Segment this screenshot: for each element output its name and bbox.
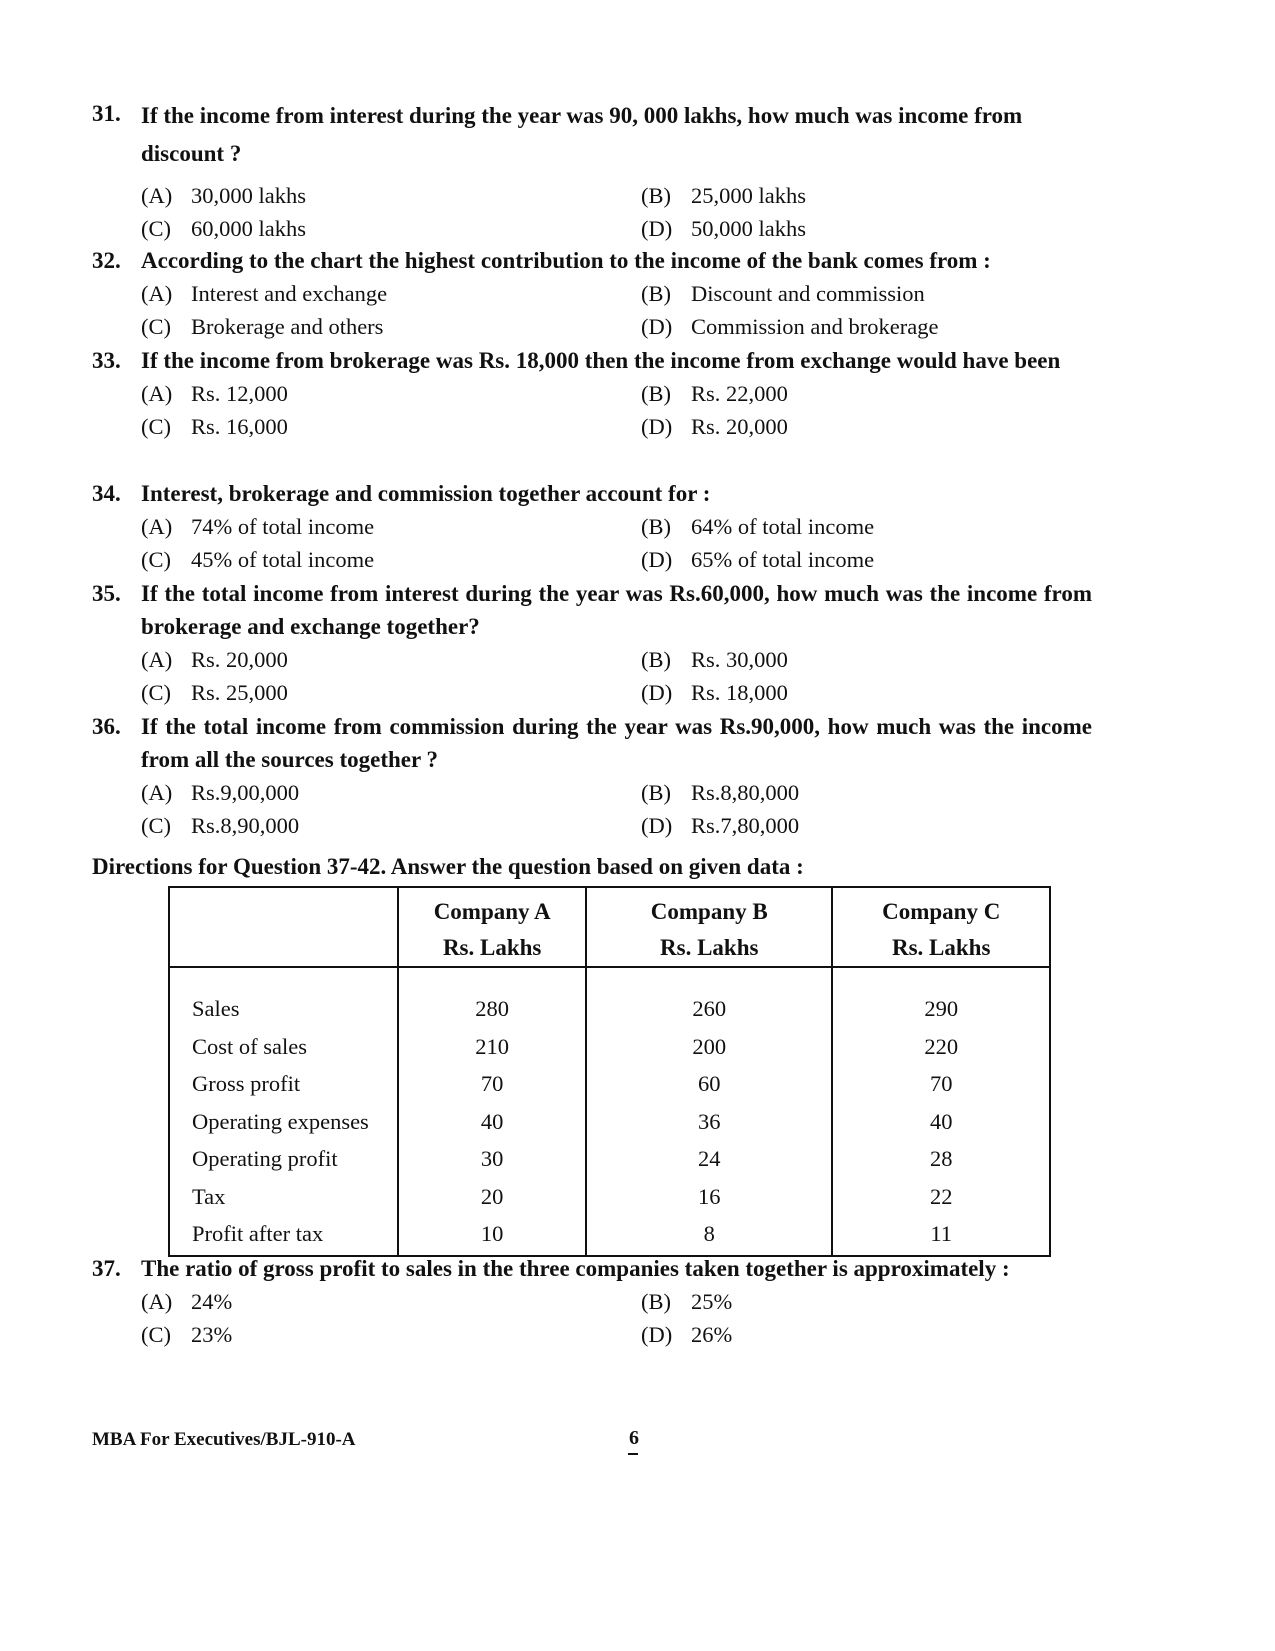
option-label: (C) bbox=[141, 1322, 171, 1347]
question-37 bbox=[92, 1252, 1092, 1351]
option-label: (A) bbox=[141, 780, 173, 805]
option-text: Rs. 25,000 bbox=[191, 680, 288, 705]
question-text: If the total income from commission during the year was Rs.90,000, how much was the income from all the sources together ? bbox=[141, 714, 1092, 772]
option-text: Rs.8,90,000 bbox=[191, 813, 300, 838]
header-company: Company C bbox=[882, 899, 1001, 924]
option-text: Rs.7,80,000 bbox=[691, 813, 800, 838]
header-unit: Rs. Lakhs bbox=[442, 935, 542, 960]
option-label: (B) bbox=[641, 780, 671, 805]
option-a bbox=[141, 1285, 641, 1318]
cell-company-a: 40 bbox=[398, 1103, 586, 1141]
option-a bbox=[141, 510, 641, 543]
footer-exam-code: MBA For Executives/BJL-910-A bbox=[92, 1429, 356, 1450]
company-data-table bbox=[168, 886, 1051, 1257]
option-label: (A) bbox=[141, 281, 173, 306]
option-label: (D) bbox=[641, 813, 673, 838]
option-label: (A) bbox=[141, 647, 173, 672]
cell-company-b: 60 bbox=[586, 1065, 832, 1103]
header-company: Company B bbox=[650, 899, 768, 924]
header-company-a bbox=[398, 887, 586, 967]
cell-company-a: 210 bbox=[398, 1028, 586, 1066]
option-label: (B) bbox=[641, 281, 671, 306]
option-text: 74% of total income bbox=[191, 514, 375, 539]
option-b bbox=[641, 179, 1041, 212]
option-b bbox=[641, 277, 1041, 310]
option-c bbox=[141, 676, 641, 709]
option-text: 25,000 lakhs bbox=[691, 183, 806, 208]
question-text: If the income from brokerage was Rs. 18,000 then the income from exchange would have been bbox=[141, 348, 1061, 373]
option-text: 23% bbox=[191, 1322, 233, 1347]
option-label: (A) bbox=[141, 381, 173, 406]
option-d bbox=[641, 310, 1041, 343]
question-text: Interest, brokerage and commission together account for : bbox=[141, 481, 711, 506]
option-label: (B) bbox=[641, 381, 671, 406]
option-text: Rs. 16,000 bbox=[191, 414, 288, 439]
cell-company-c: 290 bbox=[832, 967, 1050, 1028]
cell-company-b: 8 bbox=[586, 1215, 832, 1256]
question-number: 37. bbox=[92, 1256, 121, 1281]
table-row bbox=[169, 1178, 1050, 1216]
row-label: Operating profit bbox=[192, 1146, 338, 1171]
header-unit: Rs. Lakhs bbox=[660, 935, 759, 960]
row-label: Sales bbox=[192, 996, 240, 1021]
option-a bbox=[141, 377, 641, 410]
option-c bbox=[141, 212, 641, 245]
option-a bbox=[141, 643, 641, 676]
question-number: 32. bbox=[92, 248, 121, 273]
question-number: 34. bbox=[92, 481, 121, 506]
header-company: Company A bbox=[433, 899, 551, 924]
cell-company-c: 70 bbox=[832, 1065, 1050, 1103]
option-label: (C) bbox=[141, 680, 171, 705]
table-row bbox=[169, 1065, 1050, 1103]
cell-company-b: 200 bbox=[586, 1028, 832, 1066]
option-text: 45% of total income bbox=[191, 547, 375, 572]
header-company-b bbox=[586, 887, 832, 967]
option-label: (C) bbox=[141, 813, 171, 838]
table-header-row bbox=[169, 887, 1050, 967]
option-b bbox=[641, 1285, 1041, 1318]
question-33 bbox=[92, 344, 1092, 443]
question-text: If the income from interest during the year was 90, 000 lakhs, how much was income from discount ? bbox=[141, 103, 1023, 166]
option-text: 24% bbox=[191, 1289, 233, 1314]
option-d bbox=[641, 212, 1041, 245]
table-row bbox=[169, 967, 1050, 1028]
option-text: 50,000 lakhs bbox=[691, 216, 806, 241]
header-blank bbox=[169, 887, 398, 967]
option-label: (C) bbox=[141, 216, 171, 241]
option-d bbox=[641, 543, 1041, 576]
cell-company-a: 10 bbox=[398, 1215, 586, 1256]
table-row bbox=[169, 1215, 1050, 1256]
option-d bbox=[641, 410, 1041, 443]
option-text: Rs. 12,000 bbox=[191, 381, 288, 406]
header-company-c bbox=[832, 887, 1050, 967]
table-row bbox=[169, 1028, 1050, 1066]
option-text: Brokerage and others bbox=[191, 314, 384, 339]
question-number: 36. bbox=[92, 714, 121, 739]
cell-company-b: 24 bbox=[586, 1140, 832, 1178]
question-number: 33. bbox=[92, 348, 121, 373]
question-text: According to the chart the highest contribution to the income of the bank comes from : bbox=[141, 248, 991, 273]
option-a bbox=[141, 277, 641, 310]
option-text: Rs.9,00,000 bbox=[191, 780, 300, 805]
option-text: 60,000 lakhs bbox=[191, 216, 306, 241]
option-label: (D) bbox=[641, 314, 673, 339]
option-label: (A) bbox=[141, 183, 173, 208]
option-text: Commission and brokerage bbox=[691, 314, 939, 339]
question-35 bbox=[92, 577, 1092, 709]
option-d bbox=[641, 676, 1041, 709]
question-text: If the total income from interest during the year was Rs.60,000, how much was the income from brokerage and exchange together? bbox=[141, 581, 1092, 639]
cell-company-c: 22 bbox=[832, 1178, 1050, 1216]
table-row bbox=[169, 1103, 1050, 1141]
cell-company-c: 11 bbox=[832, 1215, 1050, 1256]
row-label: Cost of sales bbox=[192, 1033, 307, 1059]
question-36 bbox=[92, 710, 1092, 842]
cell-company-b: 16 bbox=[586, 1178, 832, 1216]
option-label: (A) bbox=[141, 1289, 173, 1314]
option-text: 30,000 lakhs bbox=[191, 183, 306, 208]
row-label: Operating expenses bbox=[192, 1108, 369, 1134]
question-number: 35. bbox=[92, 581, 121, 606]
option-c bbox=[141, 310, 641, 343]
cell-company-c: 40 bbox=[832, 1103, 1050, 1141]
option-b bbox=[641, 510, 1041, 543]
option-a bbox=[141, 776, 641, 809]
row-label: Tax bbox=[192, 1183, 226, 1209]
question-32 bbox=[92, 244, 1092, 343]
option-label: (B) bbox=[641, 647, 671, 672]
question-34 bbox=[92, 477, 1092, 576]
option-text: Rs. 18,000 bbox=[691, 680, 788, 705]
option-text: 25% bbox=[691, 1289, 733, 1314]
option-text: Rs. 22,000 bbox=[691, 381, 788, 406]
cell-company-c: 28 bbox=[832, 1140, 1050, 1178]
cell-company-b: 260 bbox=[586, 967, 832, 1028]
option-c bbox=[141, 1318, 641, 1351]
option-text: 26% bbox=[691, 1322, 733, 1347]
option-label: (D) bbox=[641, 414, 673, 439]
question-31 bbox=[92, 97, 1092, 245]
option-label: (D) bbox=[641, 1322, 673, 1347]
option-c bbox=[141, 543, 641, 576]
option-b bbox=[641, 776, 1041, 809]
option-label: (C) bbox=[141, 314, 171, 339]
option-d bbox=[641, 809, 1041, 842]
cell-company-b: 36 bbox=[586, 1103, 832, 1141]
directions-heading: Directions for Question 37-42. Answer the question based on given data : bbox=[92, 854, 804, 879]
page-number-underline bbox=[628, 1453, 638, 1455]
cell-company-c: 220 bbox=[832, 1028, 1050, 1066]
option-label: (A) bbox=[141, 514, 173, 539]
option-text: Discount and commission bbox=[691, 281, 925, 306]
option-text: Interest and exchange bbox=[191, 281, 388, 306]
option-label: (D) bbox=[641, 547, 673, 572]
option-text: 64% of total income bbox=[691, 514, 875, 539]
header-unit: Rs. Lakhs bbox=[891, 935, 991, 960]
cell-company-a: 20 bbox=[398, 1178, 586, 1216]
cell-company-a: 280 bbox=[398, 967, 586, 1028]
page-number: 6 bbox=[629, 1427, 639, 1449]
table-row bbox=[169, 1140, 1050, 1178]
option-label: (B) bbox=[641, 1289, 671, 1314]
row-label: Gross profit bbox=[192, 1071, 301, 1096]
option-label: (D) bbox=[641, 216, 673, 241]
option-text: Rs.8,80,000 bbox=[691, 780, 800, 805]
option-d bbox=[641, 1318, 1041, 1351]
option-label: (B) bbox=[641, 514, 671, 539]
question-text: The ratio of gross profit to sales in the three companies taken together is approximately : bbox=[141, 1256, 1010, 1281]
option-b bbox=[641, 377, 1041, 410]
option-a bbox=[141, 179, 641, 212]
option-text: Rs. 20,000 bbox=[191, 647, 288, 672]
cell-company-a: 70 bbox=[398, 1065, 586, 1103]
option-text: Rs. 30,000 bbox=[691, 647, 788, 672]
option-label: (B) bbox=[641, 183, 671, 208]
option-label: (D) bbox=[641, 680, 673, 705]
cell-company-a: 30 bbox=[398, 1140, 586, 1178]
row-label: Profit after tax bbox=[192, 1221, 324, 1246]
question-number: 31. bbox=[92, 101, 121, 126]
option-label: (C) bbox=[141, 547, 171, 572]
option-text: Rs. 20,000 bbox=[691, 414, 788, 439]
option-c bbox=[141, 410, 641, 443]
option-text: 65% of total income bbox=[691, 547, 875, 572]
option-label: (C) bbox=[141, 414, 171, 439]
option-c bbox=[141, 809, 641, 842]
option-b bbox=[641, 643, 1041, 676]
